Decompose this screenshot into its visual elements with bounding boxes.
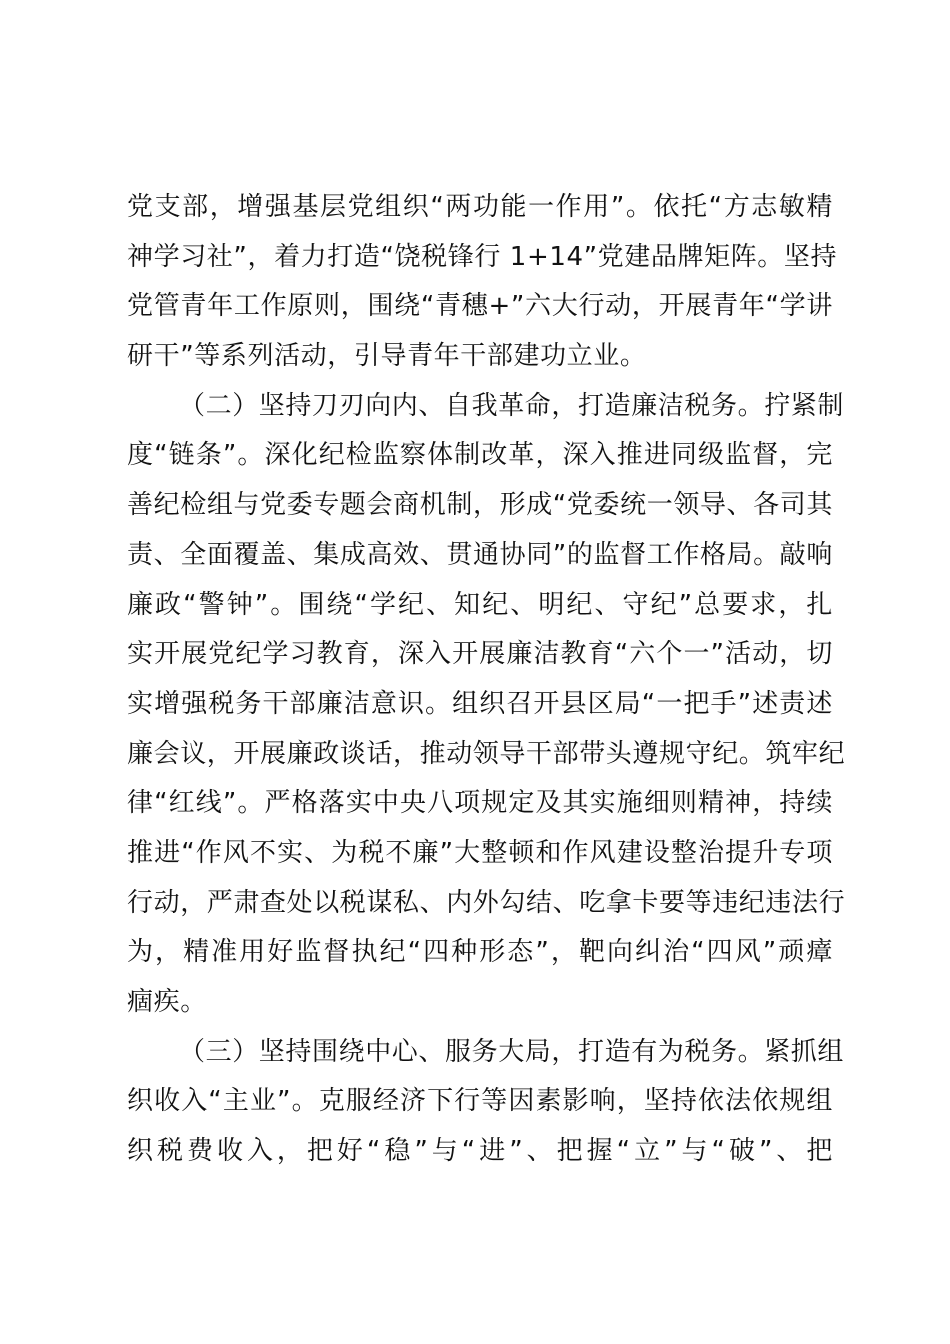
- text-line: 廉会议，开展廉政谈话，推动领导干部带头遵规守纪。筑牢纪: [127, 738, 846, 769]
- text-line: 廉政“警钟”。围绕“学纪、知纪、明纪、守纪”总要求，扎: [127, 589, 833, 620]
- text-line: 行动，严肃查处以税谋私、内外勾结、吃拿卡要等违纪违法行: [127, 887, 846, 918]
- text-line: 痼疾。: [127, 987, 207, 1017]
- text-line: 律“红线”。严格落实中央八项规定及其实施细则精神，持续: [127, 788, 833, 819]
- text-line: 织税费收入，把好“稳”与“进”、把握“立”与“破”、把: [127, 1136, 833, 1167]
- text-line: 实增强税务干部廉洁意识。组织召开县区局“一把手”述责述: [127, 688, 833, 719]
- text-line: 推进“作风不实、为税不廉”大整顿和作风建设整治提升专项: [127, 837, 833, 868]
- text-line: 织收入“主业”。克服经济下行等因素影响，坚持依法依规组: [127, 1086, 833, 1117]
- text-line: 党管青年工作原则，围绕“青穗+”六大行动，开展青年“学讲: [127, 291, 833, 322]
- text-line: 为，精准用好监督执纪“四种形态”，靶向纠治“四风”顽瘴: [127, 937, 833, 968]
- text-line: 度“链条”。深化纪检监察体制改革，深入推进同级监督，完: [127, 440, 833, 471]
- body-text: [127, 183, 846, 1177]
- text-line: 神学习社”，着力打造“饶税锋行 1+14”党建品牌矩阵。坚持: [127, 241, 838, 272]
- section-heading-line: （三）坚持围绕中心、服务大局，打造有为税务。紧抓组: [179, 1036, 845, 1067]
- section-heading-line: （二）坚持刀刃向内、自我革命，打造廉洁税务。拧紧制: [179, 390, 845, 421]
- text-line: 研干”等系列活动，引导青年干部建功立业。: [127, 341, 647, 372]
- text-line: 责、全面覆盖、集成高效、贯通协同”的监督工作格局。敲响: [127, 539, 833, 570]
- text-line: 实开展党纪学习教育，深入开展廉洁教育“六个一”活动，切: [127, 639, 833, 670]
- text-line: 党支部，增强基层党组织“两功能一作用”。依托“方志敏精: [127, 192, 833, 222]
- text-line: 善纪检组与党委专题会商机制，形成“党委统一领导、各司其: [127, 490, 833, 521]
